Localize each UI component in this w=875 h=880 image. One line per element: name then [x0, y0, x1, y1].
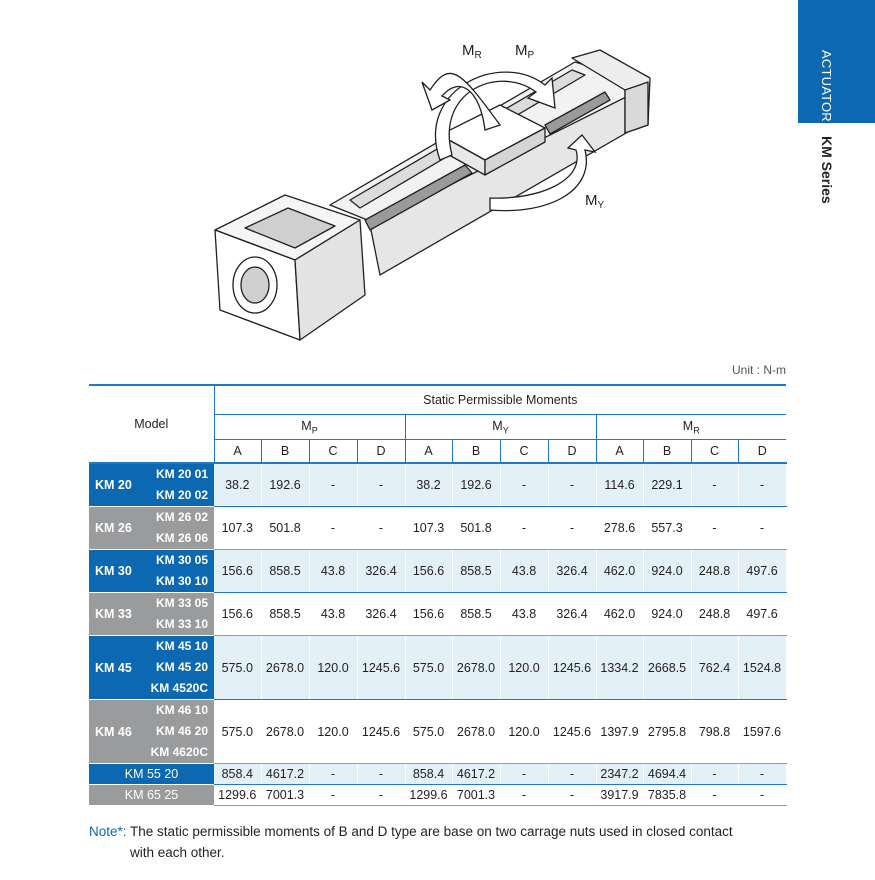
- moment-value: 1245.6: [357, 700, 405, 764]
- mp-label: $M_P$: [515, 42, 535, 61]
- note-line-1: The static permissible moments of B and D type are base on two carrage nuts used in closed contact: [130, 824, 733, 839]
- moment-value: 120.0: [309, 636, 357, 700]
- type-header: D: [357, 440, 405, 464]
- type-header: C: [691, 440, 738, 464]
- moment-value: 229.1: [643, 463, 691, 507]
- moment-value: 43.8: [500, 593, 548, 636]
- moment-value: 858.5: [261, 550, 309, 593]
- moment-value: -: [738, 463, 786, 507]
- model-number: KM 30 10: [155, 574, 208, 588]
- table-row: [89, 550, 786, 593]
- moment-value: -: [309, 785, 357, 806]
- moment-value: 2795.8: [643, 700, 691, 764]
- moment-value: 575.0: [214, 636, 261, 700]
- moment-subscript: R: [693, 425, 700, 436]
- category-tab-background: [798, 0, 875, 123]
- moment-value: 1299.6: [214, 785, 261, 806]
- moment-value: 501.8: [452, 507, 500, 550]
- moment-value: -: [357, 507, 405, 550]
- moment-value: 2347.2: [596, 764, 643, 785]
- type-header: C: [309, 440, 357, 464]
- table-row: [89, 785, 786, 806]
- moment-value: 575.0: [214, 700, 261, 764]
- type-header: C: [500, 440, 548, 464]
- moments-table: [89, 384, 787, 806]
- moment-value: 575.0: [405, 636, 452, 700]
- category-label: ACTUATOR: [819, 50, 834, 122]
- moment-value: 1299.6: [405, 785, 452, 806]
- moment-value: 192.6: [261, 463, 309, 507]
- series-name: KM 45: [95, 660, 132, 675]
- table-row: [89, 636, 786, 700]
- moment-value: 43.8: [500, 550, 548, 593]
- moment-value: -: [738, 785, 786, 806]
- moment-value: 1245.6: [548, 636, 596, 700]
- moment-value: 2678.0: [261, 700, 309, 764]
- side-tab: [798, 0, 875, 260]
- type-header: B: [452, 440, 500, 464]
- moment-value: -: [548, 463, 596, 507]
- type-header: D: [548, 440, 596, 464]
- moment-value: 2678.0: [452, 636, 500, 700]
- moment-value: 1245.6: [357, 636, 405, 700]
- moment-value: 4694.4: [643, 764, 691, 785]
- moment-value: 924.0: [643, 550, 691, 593]
- model-number: KM 4520C: [150, 681, 208, 695]
- moment-value: 858.4: [405, 764, 452, 785]
- moment-value: 1245.6: [548, 700, 596, 764]
- moment-value: 38.2: [405, 463, 452, 507]
- mr-label: $M_R$: [462, 42, 482, 61]
- moment-value: 1597.6: [738, 700, 786, 764]
- table-row: [89, 593, 786, 636]
- moment-value: 7001.3: [261, 785, 309, 806]
- type-header: A: [214, 440, 261, 464]
- model-list: [147, 593, 214, 635]
- model-number: KM 4620C: [150, 745, 208, 759]
- model-list: [147, 464, 214, 506]
- moment-value: 2668.5: [643, 636, 691, 700]
- moment-value: -: [309, 463, 357, 507]
- moment-value: 462.0: [596, 593, 643, 636]
- type-header: B: [643, 440, 691, 464]
- model-header: Model: [89, 385, 214, 463]
- model-cell: KM 55 20: [89, 764, 214, 785]
- moment-value: 858.5: [452, 593, 500, 636]
- moment-value: -: [691, 463, 738, 507]
- moment-value: 557.3: [643, 507, 691, 550]
- moment-value: -: [500, 507, 548, 550]
- type-header: A: [596, 440, 643, 464]
- model-list: [147, 636, 214, 699]
- model-cell: [89, 550, 214, 593]
- moment-value: 798.8: [691, 700, 738, 764]
- series-name: KM 30: [95, 564, 132, 578]
- moment-value: 501.8: [261, 507, 309, 550]
- moment-value: 156.6: [214, 593, 261, 636]
- moment-value: -: [500, 764, 548, 785]
- moment-symbol: M: [682, 418, 694, 433]
- moment-value: 107.3: [214, 507, 261, 550]
- model-number: KM 30 05: [155, 553, 208, 567]
- moment-value: 326.4: [357, 593, 405, 636]
- model-cell: [89, 463, 214, 507]
- moment-value: -: [548, 764, 596, 785]
- moment-value: -: [357, 764, 405, 785]
- model-number: KM 33 05: [155, 596, 208, 610]
- moment-value: 120.0: [309, 700, 357, 764]
- model-list: [147, 507, 214, 549]
- moment-value: 462.0: [596, 550, 643, 593]
- moment-value: 497.6: [738, 593, 786, 636]
- moment-value: -: [500, 463, 548, 507]
- model-number: KM 46 20: [155, 724, 208, 738]
- moment-value: 43.8: [309, 593, 357, 636]
- moment-value: 248.8: [691, 593, 738, 636]
- table-row: [89, 507, 786, 550]
- table-row: [89, 700, 786, 764]
- type-header: B: [261, 440, 309, 464]
- series-name: KM 20: [95, 478, 132, 492]
- model-cell: [89, 507, 214, 550]
- moment-value: 858.5: [261, 593, 309, 636]
- moment-value: 762.4: [691, 636, 738, 700]
- series-name: KM 33: [95, 607, 132, 621]
- moment-value: 326.4: [548, 593, 596, 636]
- series-name: KM 46: [95, 724, 132, 739]
- my-label: $M_Y$: [585, 192, 605, 211]
- moment-value: 156.6: [214, 550, 261, 593]
- model-number: KM 46 10: [155, 703, 208, 717]
- moment-value: 278.6: [596, 507, 643, 550]
- moment-value: 43.8: [309, 550, 357, 593]
- moment-value: 575.0: [405, 700, 452, 764]
- moment-value: 858.5: [452, 550, 500, 593]
- moment-value: 2678.0: [452, 700, 500, 764]
- moment-header: [405, 415, 596, 440]
- model-cell: [89, 593, 214, 636]
- moment-value: -: [357, 463, 405, 507]
- moment-value: 156.6: [405, 550, 452, 593]
- moment-header: [214, 415, 405, 440]
- moment-value: 156.6: [405, 593, 452, 636]
- group-header: Static Permissible Moments: [214, 385, 786, 415]
- moment-value: 38.2: [214, 463, 261, 507]
- moment-value: 7835.8: [643, 785, 691, 806]
- moment-value: 497.6: [738, 550, 786, 593]
- moment-value: 120.0: [500, 700, 548, 764]
- moment-value: 248.8: [691, 550, 738, 593]
- moment-subscript: Y: [502, 425, 509, 436]
- moment-value: 4617.2: [452, 764, 500, 785]
- moment-value: 1334.2: [596, 636, 643, 700]
- moment-header: [596, 415, 786, 440]
- model-list: [147, 550, 214, 592]
- moment-value: 1524.8: [738, 636, 786, 700]
- moment-value: 3917.9: [596, 785, 643, 806]
- moment-value: 1397.9: [596, 700, 643, 764]
- model-list: [147, 700, 214, 763]
- model-cell: KM 65 25: [89, 785, 214, 806]
- model-number: KM 26 02: [155, 510, 208, 524]
- model-number: KM 26 06: [155, 531, 208, 545]
- actuator-illustration: [200, 30, 680, 350]
- model-cell: [89, 636, 214, 700]
- moment-value: -: [500, 785, 548, 806]
- type-header: A: [405, 440, 452, 464]
- table-row: [89, 764, 786, 785]
- model-number: KM 20 02: [155, 488, 208, 502]
- moment-value: -: [691, 507, 738, 550]
- moment-value: 4617.2: [261, 764, 309, 785]
- moment-value: 326.4: [548, 550, 596, 593]
- moment-value: -: [691, 785, 738, 806]
- moment-value: 114.6: [596, 463, 643, 507]
- series-name: KM 26: [95, 521, 132, 535]
- model-number: KM 20 01: [155, 467, 208, 481]
- moment-symbol: M: [301, 418, 312, 433]
- note-label: Note*:: [89, 824, 127, 839]
- unit-label: Unit : N-m: [732, 363, 786, 377]
- moment-value: -: [691, 764, 738, 785]
- moment-value: -: [357, 785, 405, 806]
- moment-value: -: [548, 785, 596, 806]
- moment-value: -: [738, 764, 786, 785]
- series-label: KM Series: [819, 136, 835, 204]
- moment-value: 107.3: [405, 507, 452, 550]
- moment-value: -: [548, 507, 596, 550]
- type-header: D: [738, 440, 786, 464]
- moment-value: 858.4: [214, 764, 261, 785]
- moment-value: 7001.3: [452, 785, 500, 806]
- model-cell: [89, 700, 214, 764]
- table-row: [89, 463, 786, 507]
- moment-value: 192.6: [452, 463, 500, 507]
- model-number: KM 45 20: [155, 660, 208, 674]
- moment-value: -: [738, 507, 786, 550]
- moment-value: 924.0: [643, 593, 691, 636]
- moment-value: -: [309, 764, 357, 785]
- model-number: KM 45 10: [155, 639, 208, 653]
- moment-value: 326.4: [357, 550, 405, 593]
- moment-value: 2678.0: [261, 636, 309, 700]
- model-number: KM 33 10: [155, 617, 208, 631]
- footnote: [89, 821, 789, 863]
- note-line-2: with each other.: [130, 845, 225, 860]
- moment-symbol: M: [492, 418, 503, 433]
- moment-value: -: [309, 507, 357, 550]
- moment-value: 120.0: [500, 636, 548, 700]
- moment-subscript: P: [311, 425, 318, 436]
